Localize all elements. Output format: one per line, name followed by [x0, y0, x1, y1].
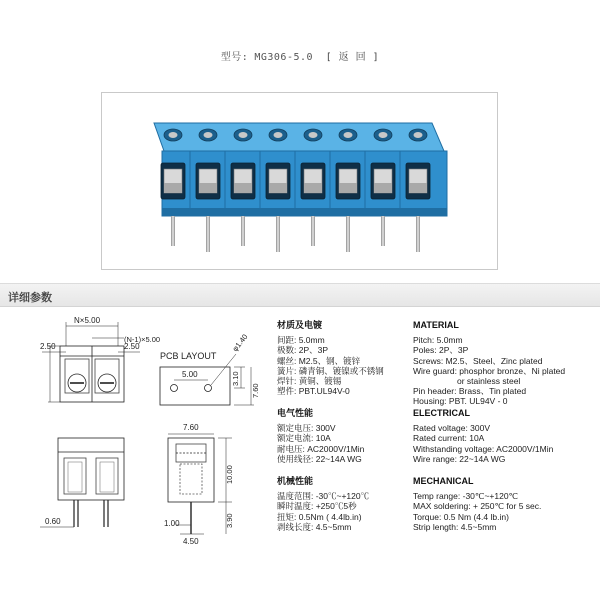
screw-head [379, 132, 388, 138]
en-mechanical-line: Torque: 0.5 Nm (4.4 lb.in) [413, 511, 509, 522]
en-electrical-block [413, 408, 553, 464]
page-header [0, 48, 600, 63]
cn-electrical-line: 使用线径: 22~14A WG [277, 453, 362, 464]
solder-pin [381, 216, 385, 246]
product-photo-frame [101, 92, 498, 270]
cn-mechanical-line: 温度范围: -30℃~+120℃ [277, 491, 370, 502]
en-material-line: Wire guard: phosphor bronze、Ni plated [413, 365, 566, 376]
dim-390: 3.90 [225, 513, 234, 528]
dim-250b: 2.50 [124, 342, 140, 351]
back-link[interactable]: [ 返 回 ] [325, 52, 380, 63]
wire-clamp-shadow [409, 183, 427, 193]
solder-pin [276, 216, 280, 252]
technical-drawing [0, 312, 272, 552]
dim-760b: 7.60 [183, 423, 199, 432]
cn-mechanical-line: 瞬时温度: +250℃5秒 [277, 501, 357, 512]
front-view [40, 438, 124, 527]
section-title: 详细参数 [8, 292, 52, 304]
cn-electrical-line: 额定电流: 10A [277, 433, 331, 444]
screw-head [414, 132, 423, 138]
solder-pin [171, 216, 175, 246]
wire-clamp-shadow [374, 183, 392, 193]
top-view [42, 322, 140, 402]
en-mechanical-line: Strip length: 4.5~5mm [413, 521, 497, 532]
cn-material-line: 间距: 5.0mm [277, 335, 325, 346]
cn-mechanical-line: 扭矩: 0.5Nm ( 4.4lb.in) [277, 511, 362, 522]
dim-760a: 7.60 [251, 383, 260, 398]
en-material-block [413, 320, 565, 407]
pcb-layout-label: PCB LAYOUT [160, 351, 217, 361]
section-bar [0, 283, 600, 307]
dim-500: 5.00 [182, 370, 198, 379]
model-value: MG306-5.0 [254, 52, 314, 63]
en-material-line: Screws: M2.5、Steel、Zinc plated [413, 355, 543, 366]
en-mechanical-line: Temp range: -30℃~+120℃ [413, 491, 519, 502]
cn-material-line: 塑件: PBT.UL94V-0 [277, 386, 350, 397]
terminal-top-face [154, 123, 444, 151]
cn-material-block [277, 320, 384, 396]
dim-450: 4.50 [183, 537, 199, 546]
cn-electrical-title: 电气性能 [277, 408, 314, 418]
cn-electrical-block [277, 408, 364, 464]
terminal-block-photo [102, 93, 499, 271]
cn-electrical-line: 耐电压: AC2000V/1Min [277, 443, 365, 454]
en-material-line: Housing: PBT. UL94V - 0 [413, 396, 508, 407]
en-material-title: MATERIAL [413, 320, 459, 330]
en-electrical-line: Rated current: 10A [413, 433, 485, 444]
dim-060: 0.60 [45, 517, 61, 526]
wire-clamp-shadow [199, 183, 217, 193]
solder-pin [346, 216, 350, 252]
cn-material-line: 簧片: 磷青铜、镀镍或不锈钢 [277, 365, 384, 376]
en-material-line: Pin header: Brass、Tin plated [413, 386, 527, 397]
cn-mechanical-title: 机械性能 [277, 476, 314, 486]
wire-clamp-shadow [164, 183, 182, 193]
screw-head [274, 132, 283, 138]
solder-pin [311, 216, 315, 246]
wire-clamp-shadow [304, 183, 322, 193]
screw-head [239, 132, 248, 138]
cn-mechanical-block [277, 476, 369, 532]
dim-1000: 10.00 [225, 465, 234, 484]
cn-material-line: 极数: 2P、3P [277, 345, 329, 356]
screw-head [344, 132, 353, 138]
screw-head [169, 132, 178, 138]
cn-material-line: 螺丝: M2.5、钢、镀锌 [277, 355, 361, 366]
screw-head [204, 132, 213, 138]
solder-pin [241, 216, 245, 246]
wire-clamp-shadow [234, 183, 252, 193]
wire-clamp-shadow [269, 183, 287, 193]
en-mechanical-block [413, 476, 541, 532]
en-electrical-title: ELECTRICAL [413, 408, 470, 418]
en-mechanical-line: MAX soldering: + 250℃ for 5 sec. [413, 501, 542, 512]
cn-material-title: 材质及电镀 [277, 320, 323, 330]
dim-hole: φ1.40 [230, 332, 250, 354]
dim-100: 1.00 [164, 519, 180, 528]
en-material-line: or stainless steel [457, 376, 521, 387]
solder-pin [416, 216, 420, 252]
dim-250a: 2.50 [40, 342, 56, 351]
screw-head [309, 132, 318, 138]
cn-electrical-line: 额定电压: 300V [277, 423, 336, 434]
model-label: 型号: [220, 52, 249, 63]
en-mechanical-title: MECHANICAL [413, 476, 474, 486]
terminal-base [162, 208, 447, 216]
en-material-line: Poles: 2P、3P [413, 345, 469, 356]
en-electrical-line: Wire range: 22~14A WG [413, 453, 506, 464]
dim-n1: (N-1)×5.00 [124, 335, 161, 344]
en-material-line: Pitch: 5.0mm [413, 335, 463, 346]
en-electrical-line: Rated voltage: 300V [413, 423, 491, 434]
cn-mechanical-line: 剥线长度: 4.5~5mm [277, 521, 352, 532]
solder-pin [206, 216, 210, 252]
dim-310: 3.10 [231, 371, 240, 386]
en-electrical-line: Withstanding voltage: AC2000V/1Min [413, 443, 554, 454]
wire-clamp-shadow [339, 183, 357, 193]
cn-material-line: 焊针: 黄铜、镀锡 [277, 376, 342, 387]
dim-nx: N×5.00 [74, 316, 101, 325]
